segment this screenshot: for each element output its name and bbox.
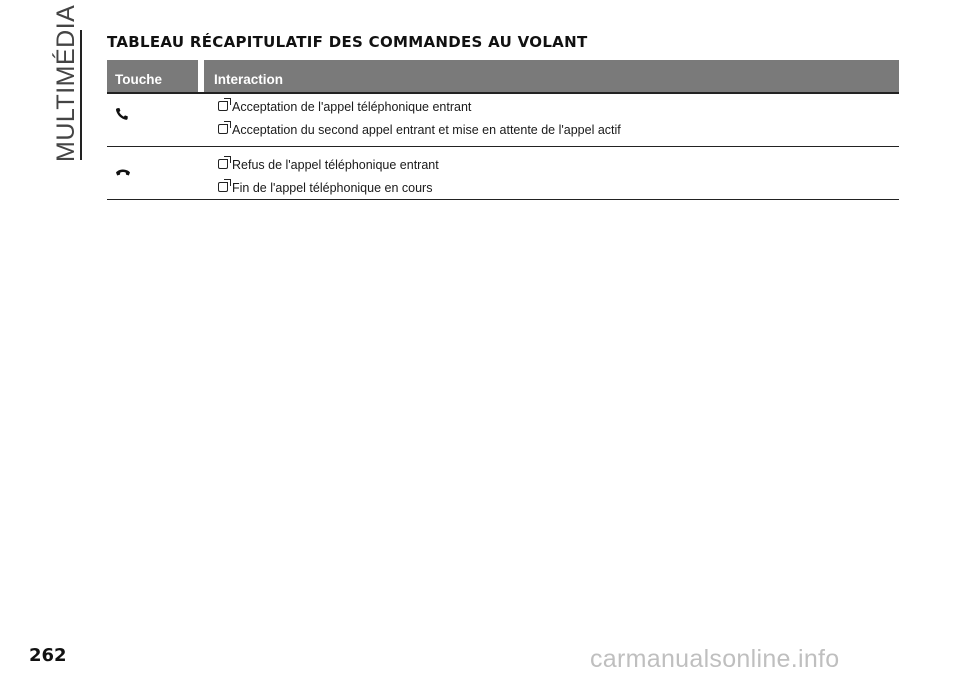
section-label: MULTIMÉDIA [52, 4, 80, 162]
phone-hangup-icon [115, 166, 131, 180]
list-item: Refus de l'appel téléphonique entrant [218, 158, 439, 172]
phone-answer-icon [115, 107, 129, 121]
page-number: 262 [29, 645, 67, 666]
page-title: TABLEAU RÉCAPITULATIF DES COMMANDES AU VOLANT [107, 33, 588, 51]
header-interaction: Interaction [214, 72, 284, 87]
bullet-icon [218, 182, 228, 192]
header-separator [198, 60, 204, 92]
bullet-icon [218, 124, 228, 134]
list-item: Acceptation de l'appel téléphonique entrant [218, 100, 471, 114]
commands-table [107, 60, 899, 200]
watermark: carmanualsonline.info [590, 645, 840, 673]
list-item: Fin de l'appel téléphonique en cours [218, 181, 432, 195]
bullet-icon [218, 159, 228, 169]
table-row [107, 94, 899, 147]
table-row [107, 147, 899, 200]
list-item: Acceptation du second appel entrant et mise en attente de l'appel actif [218, 123, 621, 137]
bullet-icon [218, 101, 228, 111]
header-key: Touche [115, 72, 162, 87]
table-header [107, 60, 899, 92]
